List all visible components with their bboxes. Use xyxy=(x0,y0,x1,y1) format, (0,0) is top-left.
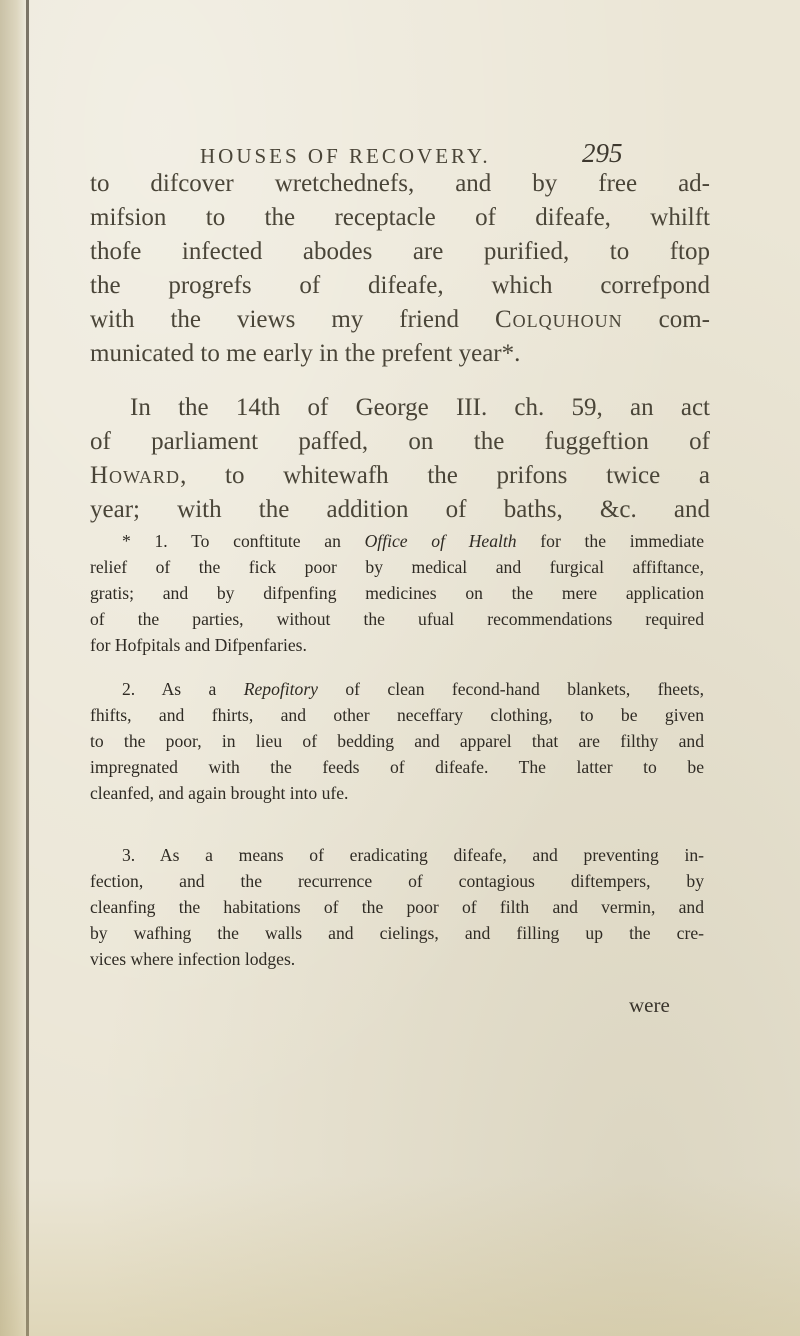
text-line: In the 14th of George III. ch. 59, an act xyxy=(130,394,710,421)
text-line: year; with the addition of baths, &c. and xyxy=(90,496,710,523)
running-title: HOUSES OF RECOVERY. xyxy=(200,144,491,168)
italic-term: Office of Health xyxy=(364,531,517,551)
footnote-line: 3. As a means of eradicating difeafe, and preventing in- xyxy=(122,845,704,865)
text-span: com- xyxy=(622,306,710,333)
text-span: for the immediate xyxy=(516,531,705,551)
footnote-line: gratis; and by difpenfing medicines on the mere application xyxy=(90,583,704,603)
text-span: of clean fecond-hand blankets, fheets, xyxy=(318,679,705,699)
italic-term: Repofitory xyxy=(243,679,318,699)
footnote-line: to the poor, in lieu of bedding and apparel that are filthy and xyxy=(90,731,704,751)
footnote-line: fhifts, and fhirts, and other neceffary clothing, to be given xyxy=(90,705,704,725)
text-span: * 1. To conftitute an xyxy=(122,531,365,551)
name-howard: Howard xyxy=(90,462,181,489)
catchword: were xyxy=(629,993,670,1017)
footnote-line xyxy=(90,528,704,554)
footnote-1 xyxy=(90,528,704,658)
paragraph-1 xyxy=(90,167,710,371)
paragraph-2 xyxy=(90,391,710,527)
footnote-line: vices where infection lodges. xyxy=(90,949,296,969)
text-span: 2. As a xyxy=(122,679,244,699)
text-span: , to whitewafh the prifons twice a xyxy=(180,462,710,489)
text-line: of parliament paffed, on the fuggeftion of xyxy=(90,428,710,455)
text-line: mifsion to the receptacle of difeafe, whilft xyxy=(90,204,710,231)
footnote-line xyxy=(90,676,704,702)
page-spine-edge xyxy=(26,0,29,1336)
name-colquhoun: Colquhoun xyxy=(494,306,623,333)
text-line xyxy=(90,303,710,337)
footnote-3 xyxy=(90,842,704,972)
page-stain xyxy=(0,1176,800,1336)
text-span: with the views my friend xyxy=(90,306,495,333)
text-line xyxy=(90,459,710,493)
footnote-line: by wafhing the walls and cielings, and filling up the cre- xyxy=(90,923,704,943)
text-line: thofe infected abodes are purified, to ftop xyxy=(90,238,710,265)
footnote-line: fection, and the recurrence of contagious diftempers, by xyxy=(90,871,704,891)
text-line: municated to me early in the prefent year*. xyxy=(90,340,521,367)
text-line: the progrefs of difeafe, which correfpond xyxy=(90,272,710,299)
footnote-line: of the parties, without the ufual recommendations required xyxy=(90,609,704,629)
footnote-line: relief of the fick poor by medical and furgical affiftance, xyxy=(90,557,704,577)
footnote-line: cleanfing the habitations of the poor of filth and vermin, and xyxy=(90,897,704,917)
text-line: to difcover wretchednefs, and by free ad- xyxy=(90,170,710,197)
footnote-line: impregnated with the feeds of difeafe. The latter to be xyxy=(90,757,704,777)
footnote-line: cleanfed, and again brought into ufe. xyxy=(90,783,349,803)
page-binding-shadow xyxy=(0,0,28,1336)
footnote-line: for Hofpitals and Difpenfaries. xyxy=(90,635,307,655)
page-number: 295 xyxy=(582,138,623,168)
footnote-2 xyxy=(90,676,704,806)
